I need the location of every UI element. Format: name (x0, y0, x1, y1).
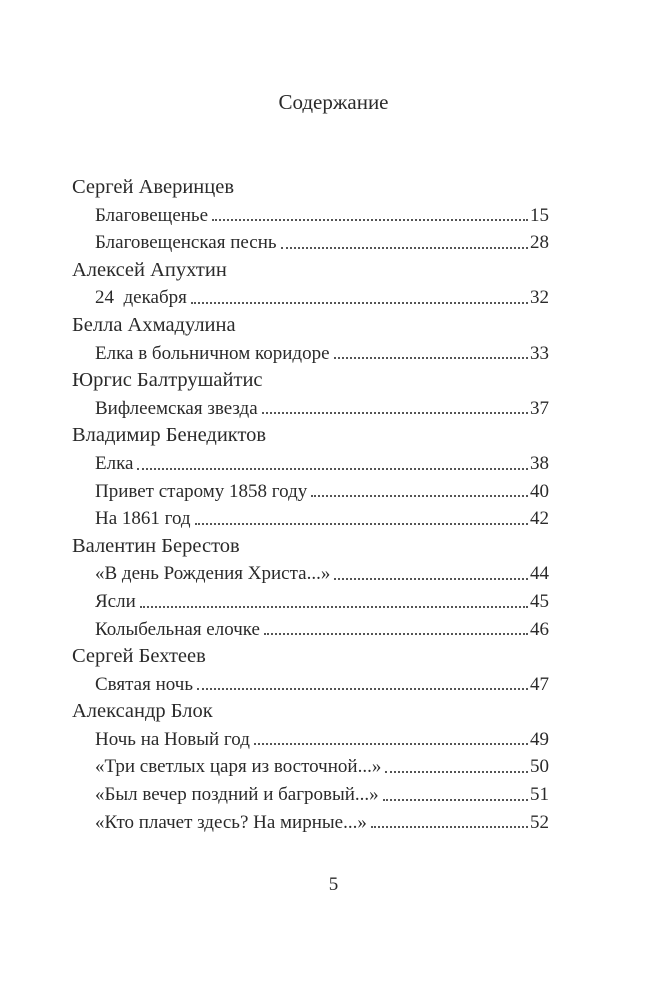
entry-title: «Был вечер поздний и багровый...» (95, 784, 379, 806)
dot-leader (137, 450, 530, 478)
toc-section (72, 257, 549, 312)
toc-entry[interactable] (72, 229, 549, 257)
toc-entry[interactable] (72, 284, 549, 312)
entry-title: Елка в больничном коридоре (95, 342, 330, 364)
toc-section (72, 422, 549, 532)
author-name: Юргис Балтрушайтис (72, 369, 263, 392)
entry-page: 40 (530, 480, 549, 502)
entry-page: 46 (530, 618, 549, 640)
entry-title: 24 декабря (95, 287, 187, 309)
page-number: 5 (328, 874, 339, 895)
toc-entry[interactable] (72, 478, 549, 506)
table-of-contents (72, 174, 549, 836)
author-name: Белла Ахмадулина (72, 313, 236, 336)
toc-entry[interactable] (72, 202, 549, 230)
dot-leader (212, 202, 530, 230)
dot-leader (281, 229, 530, 257)
entry-page: 15 (530, 204, 549, 226)
dot-leader (311, 478, 530, 506)
toc-entry[interactable] (72, 781, 549, 809)
dot-leader (254, 726, 530, 754)
entry-page: 45 (530, 590, 549, 612)
toc-section (72, 312, 549, 367)
entry-title: Ночь на Новый год (95, 728, 250, 750)
entry-title: «Три светлых царя из восточной...» (95, 756, 382, 778)
toc-entry[interactable] (72, 616, 549, 644)
dot-leader (140, 588, 530, 616)
dot-leader (191, 284, 530, 312)
dot-leader (371, 809, 530, 837)
author-name: Сергей Аверинцев (72, 176, 235, 198)
toc-entry[interactable] (72, 395, 549, 423)
entry-title: Елка (95, 452, 134, 474)
toc-entry[interactable] (72, 560, 549, 588)
author-name: Сергей Бехтеев (72, 645, 206, 668)
entry-page: 52 (530, 811, 549, 833)
toc-entry[interactable] (72, 588, 549, 616)
page-title: Содержание (278, 90, 389, 114)
toc-entry[interactable] (72, 505, 549, 533)
entry-title: Колыбельная елочке (95, 618, 260, 640)
toc-entry[interactable] (72, 753, 549, 781)
entry-title: Привет старому 1858 году (95, 480, 308, 502)
entry-title: Святая ночь (95, 673, 193, 695)
dot-leader (197, 671, 530, 699)
entry-page: 47 (530, 673, 549, 695)
entry-title: Вифлеемская звезда (95, 397, 258, 419)
author-name: Владимир Бенедиктов (72, 424, 267, 447)
dot-leader (334, 560, 530, 588)
entry-page: 49 (530, 728, 549, 750)
entry-page: 37 (530, 397, 549, 419)
dot-leader (385, 753, 530, 781)
author-name: Алексей Апухтин (72, 258, 227, 281)
entry-title: На 1861 год (95, 508, 191, 530)
entry-page: 42 (530, 508, 549, 530)
entry-title: «В день Рождения Христа...» (95, 563, 331, 585)
toc-section (72, 643, 549, 698)
dot-leader (262, 395, 530, 423)
entry-page: 28 (530, 232, 549, 254)
dot-leader (264, 616, 530, 644)
author-name: Александр Блок (72, 700, 213, 723)
toc-entry[interactable] (72, 726, 549, 754)
entry-page: 32 (530, 287, 549, 309)
toc-entry[interactable] (72, 809, 549, 837)
toc-section (72, 367, 549, 422)
entry-page: 38 (530, 452, 549, 474)
toc-section (72, 174, 549, 257)
dot-leader (195, 505, 530, 533)
dot-leader (383, 781, 530, 809)
dot-leader (334, 340, 530, 368)
entry-page: 51 (530, 784, 549, 806)
toc-section (72, 698, 549, 836)
entry-page: 44 (530, 563, 549, 585)
toc-entry[interactable] (72, 450, 549, 478)
entry-page: 33 (530, 342, 549, 364)
entry-title: Благовещенье (95, 204, 209, 226)
entry-page: 50 (530, 756, 549, 778)
toc-entry[interactable] (72, 340, 549, 368)
entry-title: Благовещенская песнь (95, 232, 277, 254)
entry-title: Ясли (95, 590, 136, 612)
toc-entry[interactable] (72, 671, 549, 699)
author-name: Валентин Берестов (72, 534, 240, 557)
entry-title: «Кто плачет здесь? На мирные...» (95, 811, 367, 833)
toc-section (72, 533, 549, 643)
